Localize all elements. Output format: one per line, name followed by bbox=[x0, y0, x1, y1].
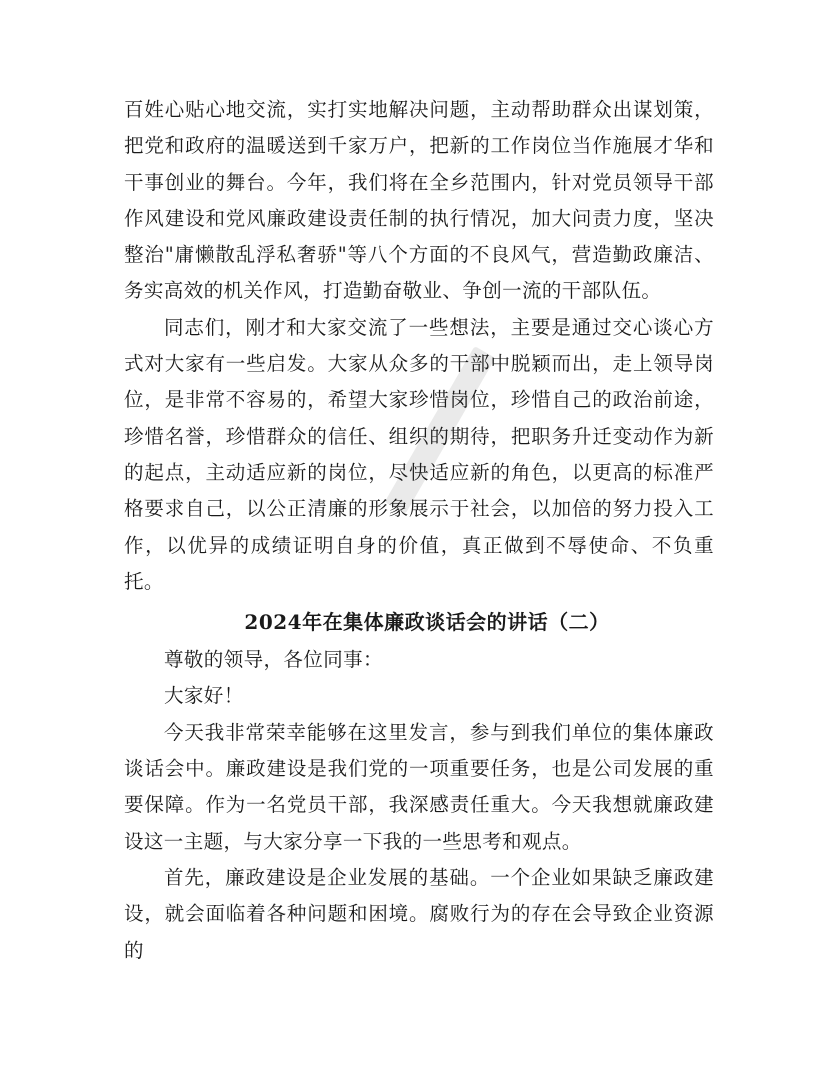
document-body bbox=[124, 92, 714, 969]
paragraph-opening: 今天我非常荣幸能够在这里发言，参与到我们单位的集体廉政谈话会中。廉政建设是我们党的一项重要任务，也是公司发展的重要保障。作为一名党员干部，我深感责任重大。今天我想就廉政建设这一主题，与大家分享一下我的一些思考和观点。 bbox=[124, 720, 714, 853]
paragraph-salutation: 尊敬的领导，各位同事： bbox=[164, 648, 383, 672]
paragraph-greeting: 大家好！ bbox=[164, 684, 244, 708]
paragraph-intro-continuation: 百姓心贴心地交流，实打实地解决问题，主动帮助群众出谋划策，把党和政府的温暖送到千家万户，把新的工作岗位当作施展才华和干事创业的舞台。今年，我们将在全乡范围内，针对党员领导干部作风建设和党风廉政建设责任制的执行情况，加大问责力度，坚决整治"庸懒散乱浮私奢骄"等八个方面的不良风气，营造勤政廉洁、务实高效的机关作风，打造勤奋敬业、争创一流的干部队伍。 bbox=[124, 98, 714, 303]
paragraph-first-point: 首先，廉政建设是企业发展的基础。一个企业如果缺乏廉政建设，就会面临着各种问题和困境。腐败行为的存在会导致企业资源的 bbox=[124, 865, 714, 962]
paragraph-closing-remarks: 同志们，刚才和大家交流了一些想法，主要是通过交心谈心方式对大家有一些启发。大家从众多的干部中脱颖而出，走上领导岗位，是非常不容易的，希望大家珍惜岗位，珍惜自己的政治前途，珍惜名誉，珍惜群众的信任、组织的期待，把职务升迁变动作为新的起点，主动适应新的岗位，尽快适应新的角色，以更高的标准严格要求自己，以公正清廉的形象展示于社会，以加倍的努力投入工作，以优异的成绩证明自身的价值，真正做到不辱使命、不负重托。 bbox=[124, 315, 714, 593]
section-title: 2024年在集体廉政谈话会的讲话（二） bbox=[244, 610, 610, 635]
